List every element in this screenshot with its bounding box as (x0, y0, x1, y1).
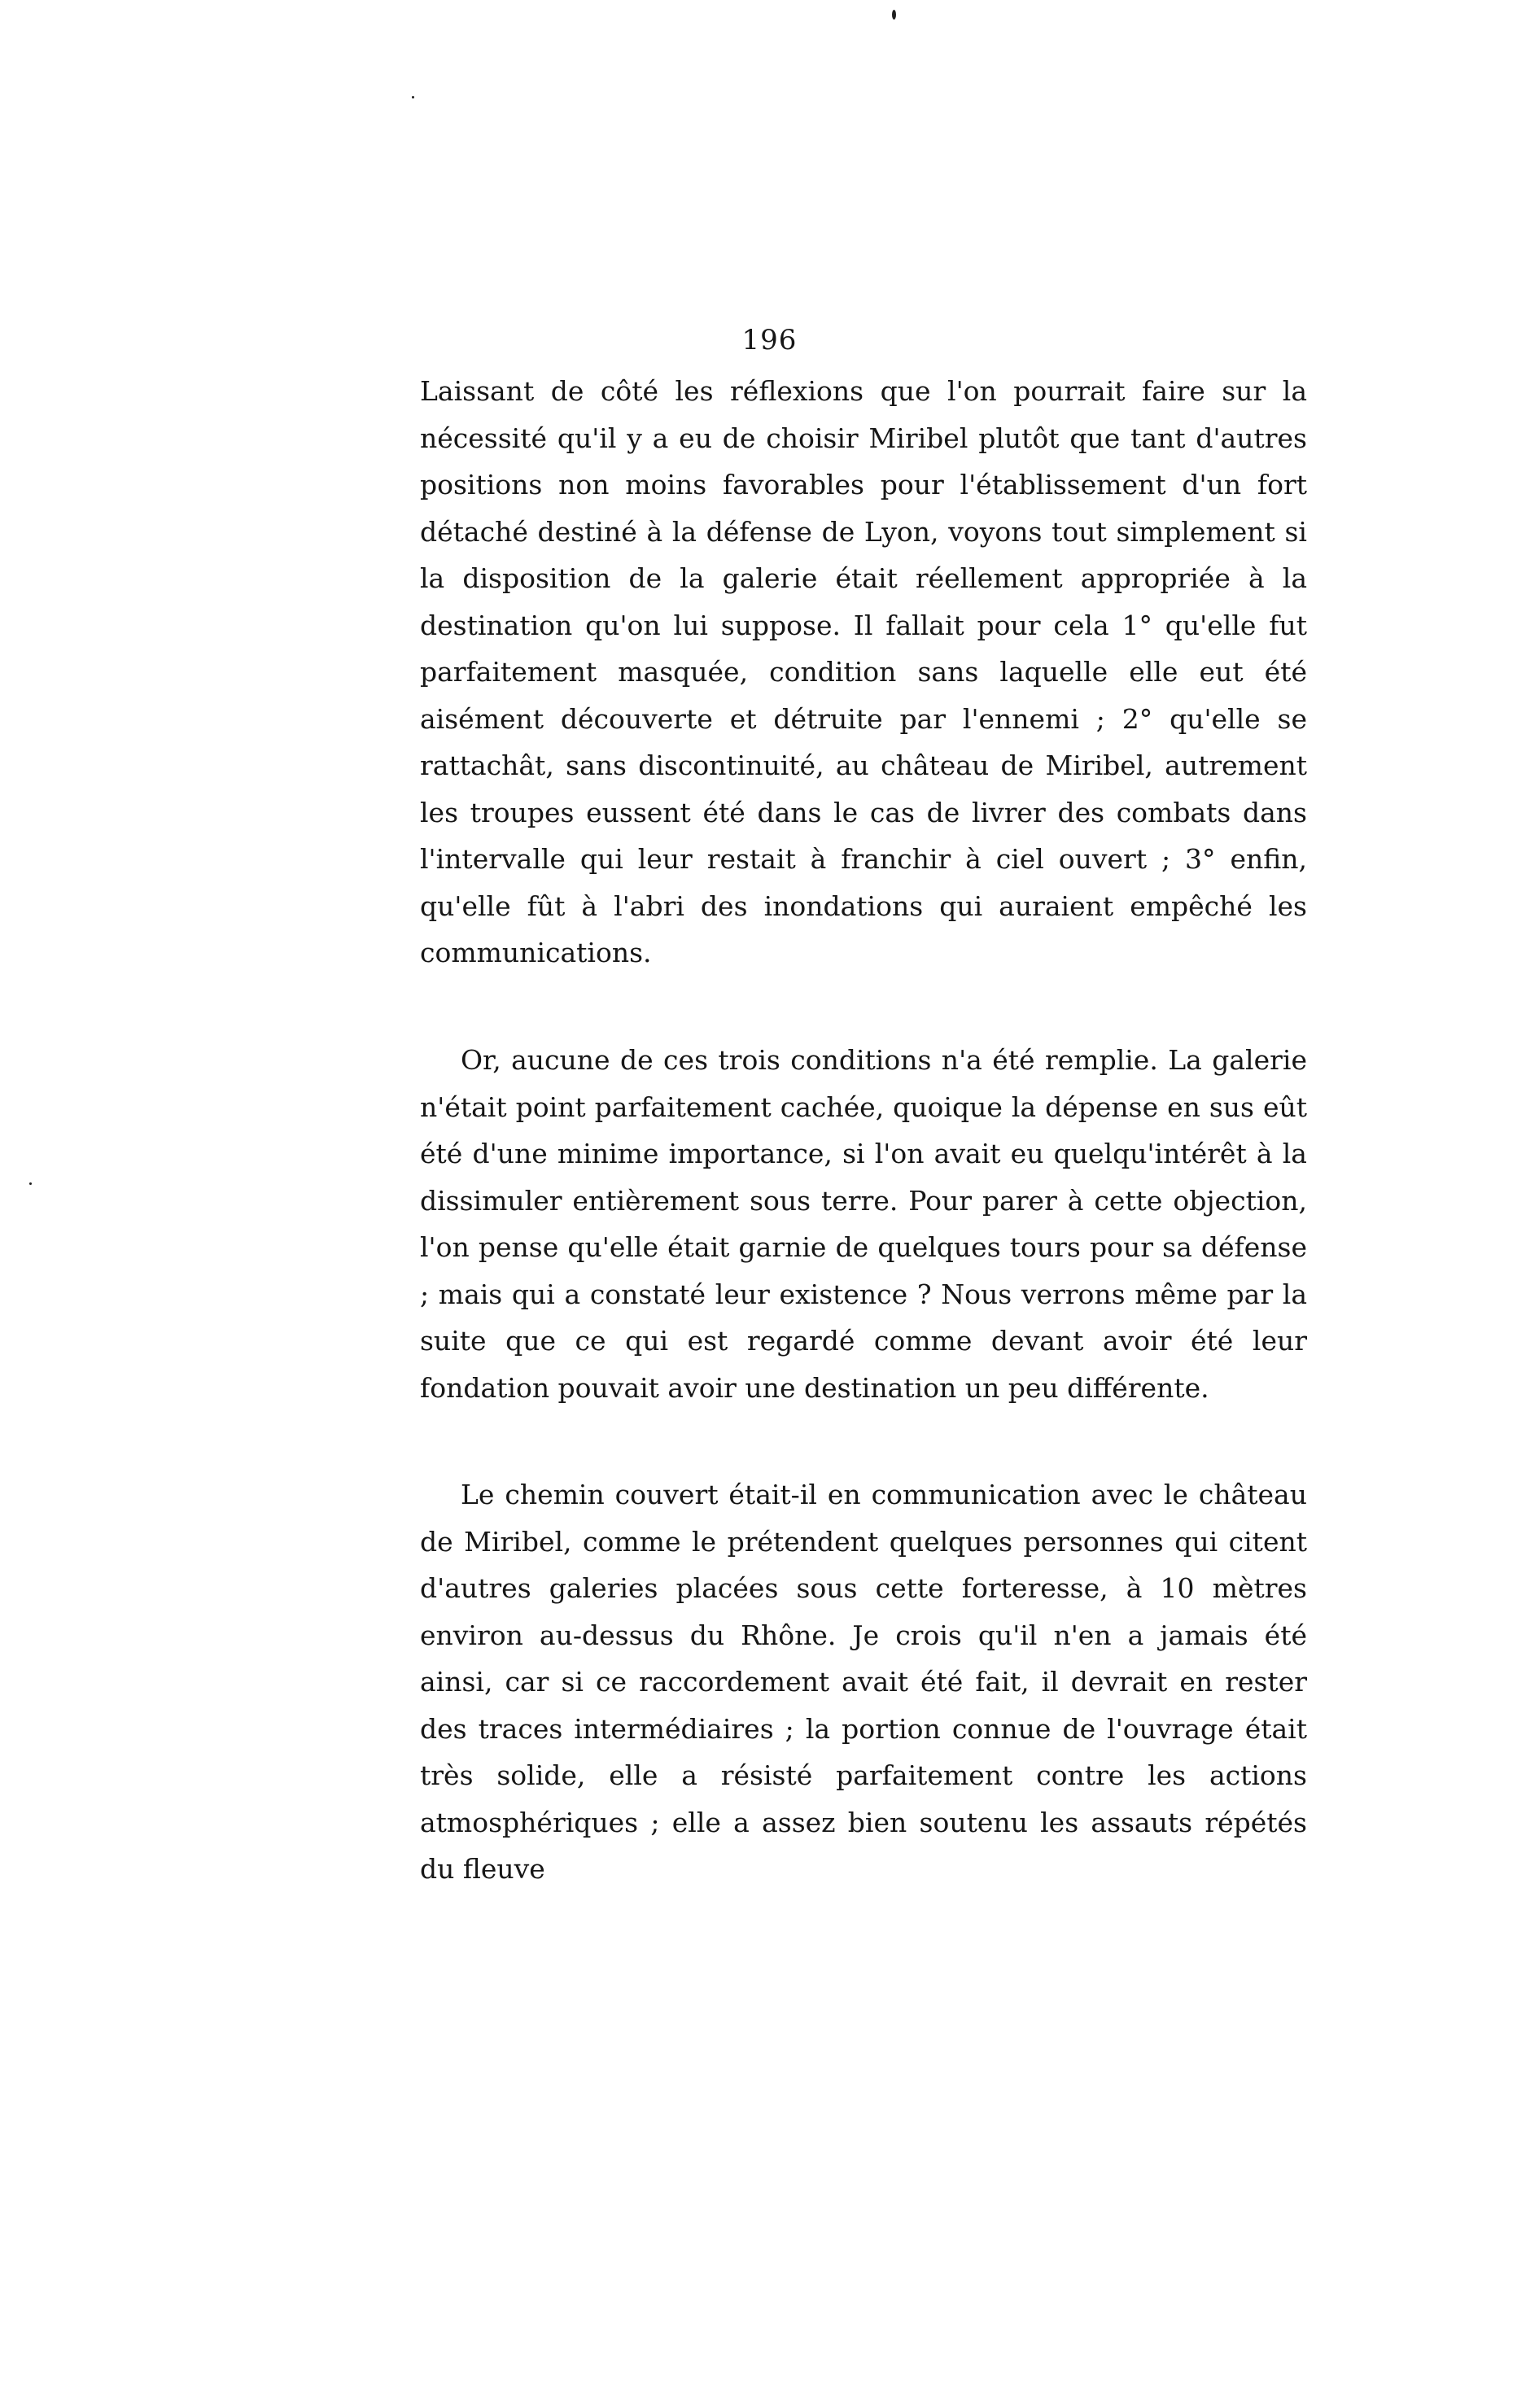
ink-speck (892, 10, 896, 20)
body-text (420, 368, 1307, 1892)
paragraph: Laissant de côté les réflexions que l'on pourrait faire sur la nécessité qu'il y a eu de choisir Miribel plutôt que tant d'autres positions non moins favorables pour l'établissement d'un fort détaché destiné à la défense de Lyon, voyons tout simplement si la disposition de la galerie était réellement appropriée à la destination qu'on lui suppose. Il fallait pour cela 1° qu'elle fut parfaitement masquée, condition sans laquelle elle eut été aisément découverte et détruite par l'ennemi ; 2° qu'elle se rattachât, sans discontinuité, au château de Miribel, autrement les troupes eussent été dans le cas de livrer des combats dans l'intervalle qui leur restait à franchir à ciel ouvert ; 3° enfin, qu'elle fût à l'abri des inondations qui auraient empêché les communications. (420, 375, 1307, 968)
paragraph: Or, aucune de ces trois conditions n'a été remplie. La galerie n'était point parfaitement cachée, quoique la dépense en sus eût été d'une minime importance, si l'on avait eu quelqu'intérêt à la dissimuler entièrement sous terre. Pour parer à cette objection, l'on pense qu'elle était garnie de quelques tours pour sa défense ; mais qui a constaté leur existence ? Nous verrons même par la suite que ce qui est regardé comme devant avoir été leur fondation pouvait avoir une destination un peu différente. (420, 1044, 1307, 1404)
paragraph: Le chemin couvert était-il en communication avec le château de Miribel, comme le prétendent quelques personnes qui citent d'autres galeries placées sous cette forteresse, à 10 mètres environ au-dessus du Rhône. Je crois qu'il n'en a jamais été ainsi, car si ce raccordement avait été fait, il devrait en rester des traces intermédiaires ; la portion connue de l'ouvrage était très solide, elle a résisté parfaitement contre les actions atmosphériques ; elle a assez bien soutenu les assauts répétés du fleuve (420, 1479, 1307, 1885)
ink-speck (412, 96, 414, 98)
ink-speck (29, 1182, 32, 1185)
page-number: 196 (741, 324, 798, 356)
